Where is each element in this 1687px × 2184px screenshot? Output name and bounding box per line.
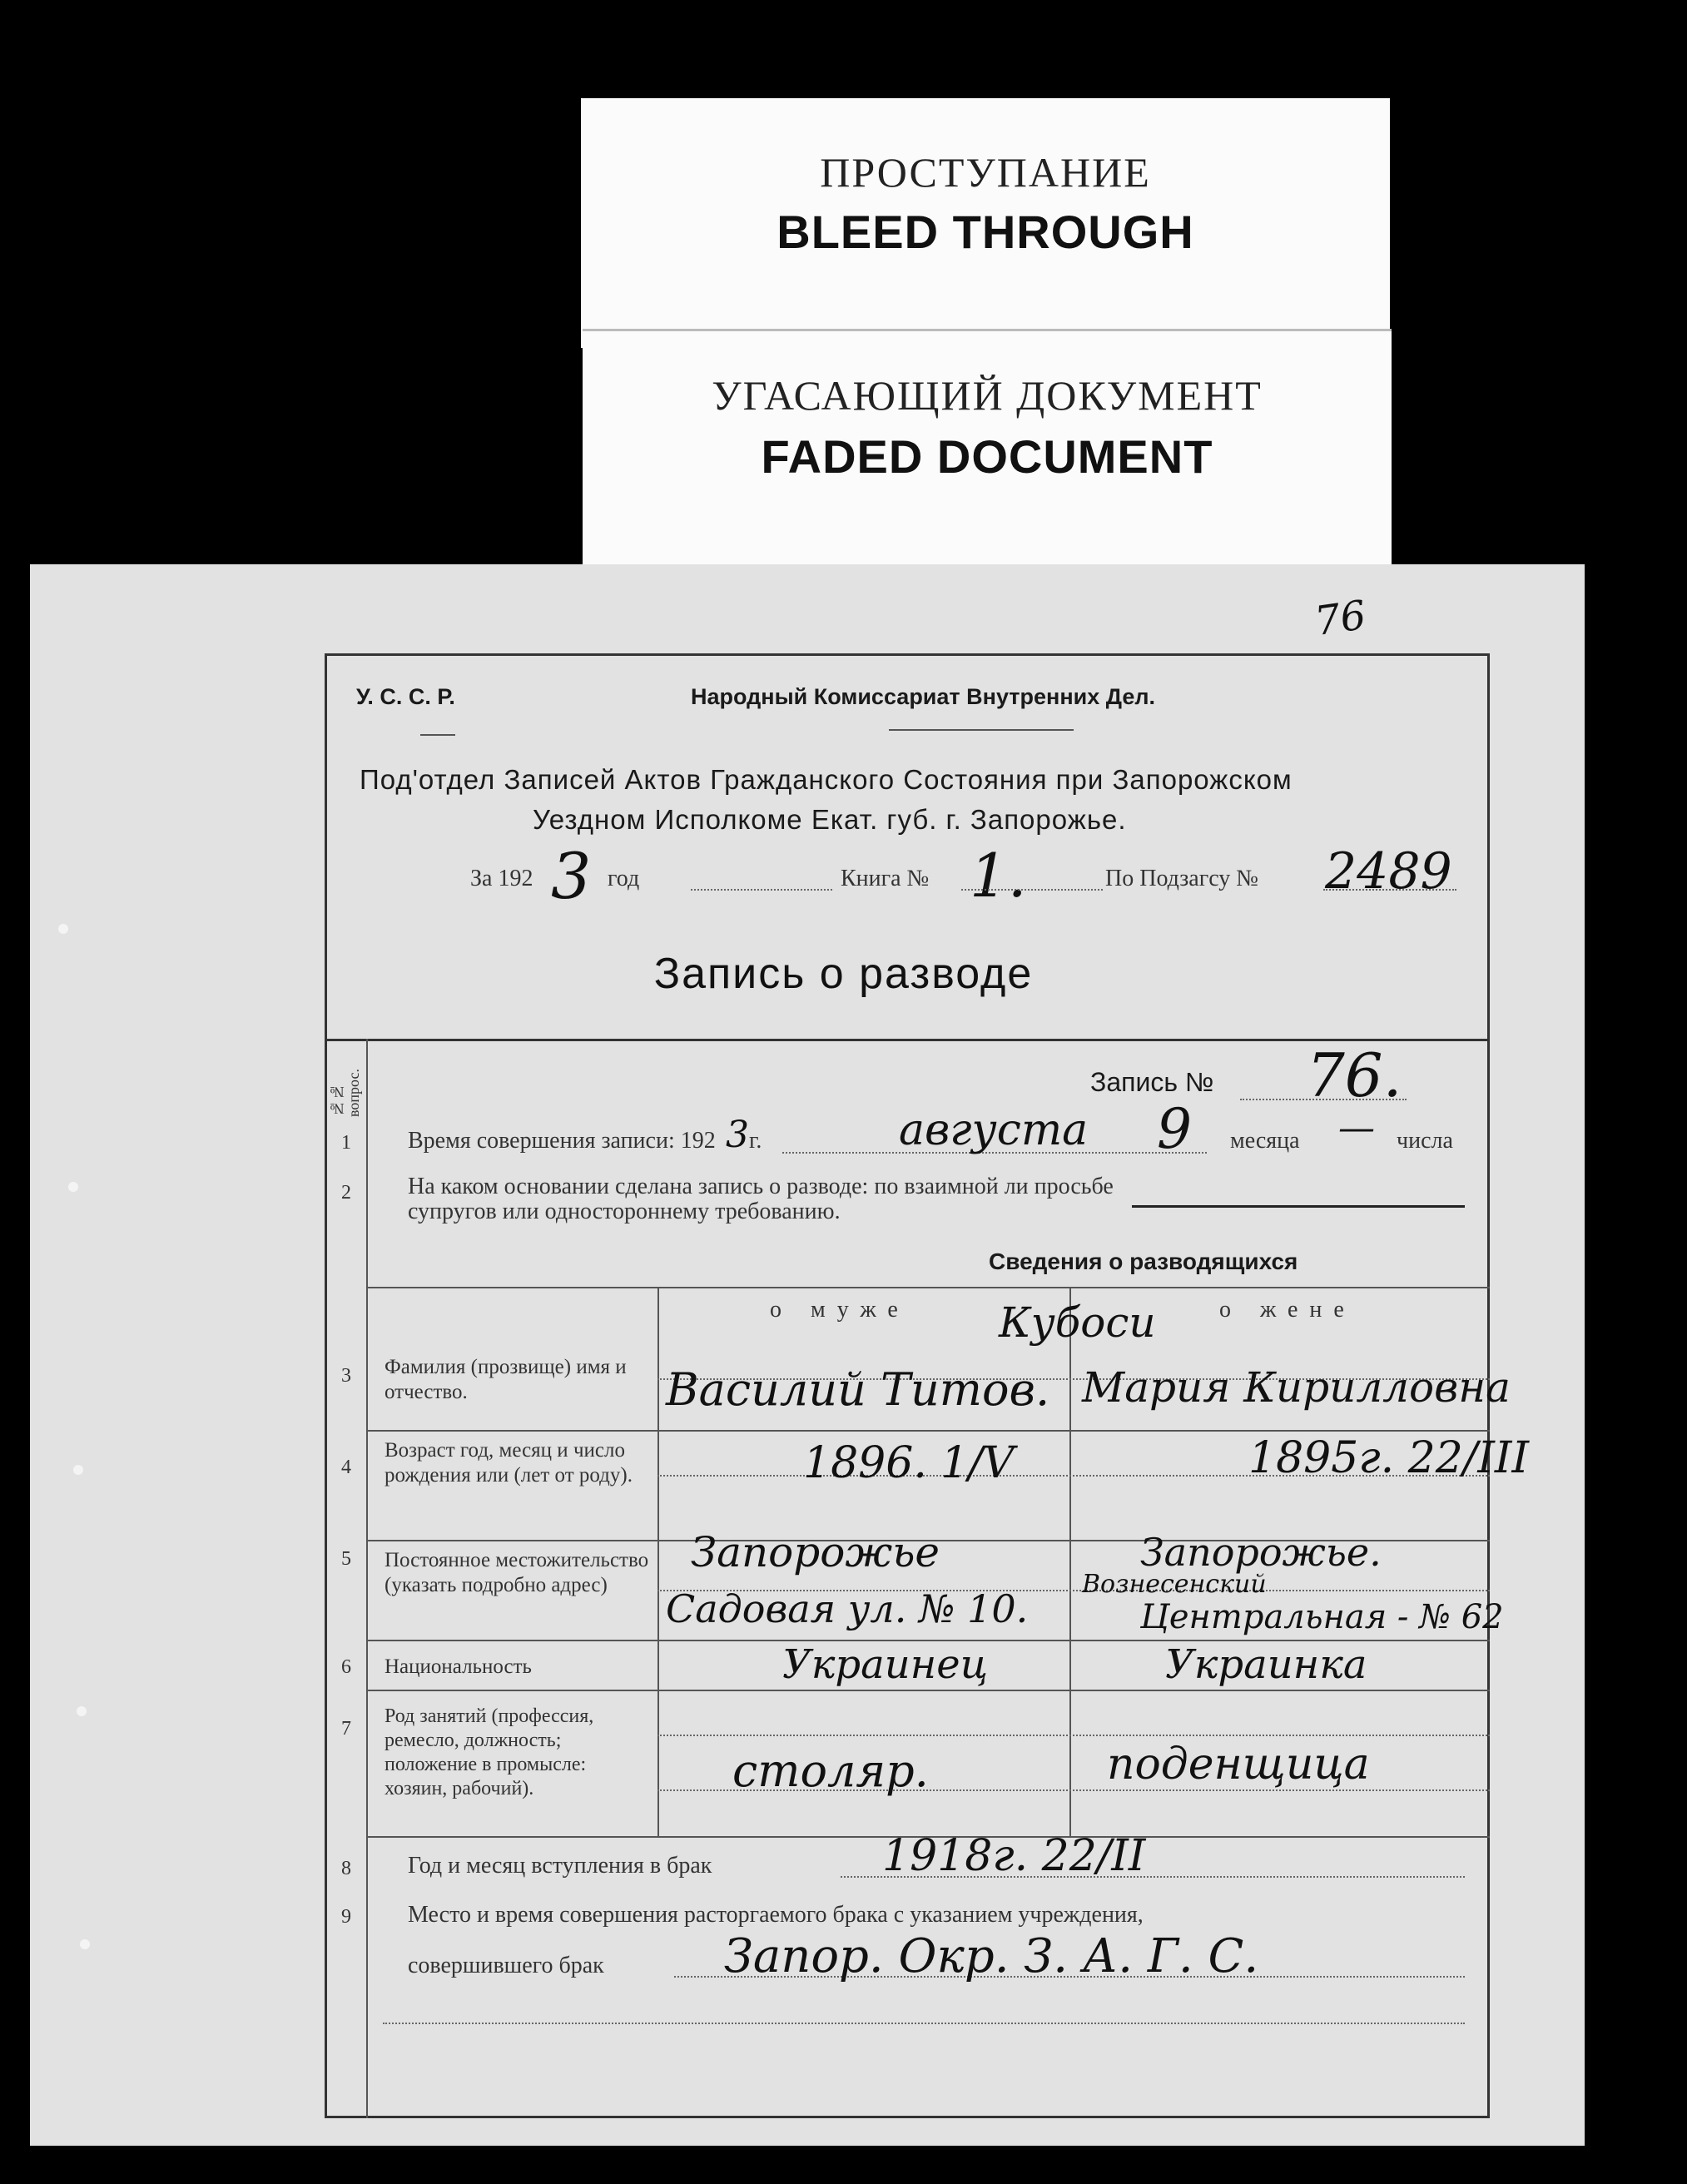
department-line-2: Уездном Исполкоме Екат. губ. г. Запорожье. <box>533 804 1127 835</box>
divider <box>889 729 1074 731</box>
q9-line-1: Место и время совершения расторгаемого брака с указанием учреждения, <box>408 1902 1144 1928</box>
q2-line-2: супругов или одностороннему требованию. <box>408 1199 841 1224</box>
row-number: 3 <box>341 1365 351 1387</box>
row-number: 9 <box>341 1906 351 1928</box>
form-title: Запись о разводе <box>653 950 1034 998</box>
q1-chisla-label: числа <box>1397 1128 1453 1154</box>
podzagsu-label: По Подзагсу № <box>1105 866 1258 891</box>
binding-hole <box>80 1939 90 1949</box>
year-label: За 192 <box>470 866 533 891</box>
row-number: 4 <box>341 1457 351 1478</box>
row-number: 5 <box>341 1548 351 1570</box>
row-number: 7 <box>341 1718 351 1740</box>
q2-line-1: На каком основании сделана запись о разводе: по взаимной ли просьбе <box>408 1174 1114 1199</box>
q7-label: Род занятий (профессия, ремесло, должность; положение в промысле: хозяин, рабочий). <box>385 1705 594 1799</box>
q6-husband-nationality: Украинец <box>782 1641 989 1688</box>
faded-document-card <box>583 331 1392 568</box>
q4-wife-dob: 1895г. 22/III <box>1248 1433 1529 1483</box>
q5-husband-street: Садовая ул. № 10. <box>666 1586 1029 1631</box>
row-number: 8 <box>341 1858 351 1879</box>
q6-label: Национальность <box>385 1655 532 1678</box>
q7-husband-occupation: столяр. <box>732 1745 929 1797</box>
q3-husband-name: Василий Титов. <box>666 1363 1050 1416</box>
blank-line <box>691 889 832 891</box>
ussr-label: У. С. С. Р. <box>356 684 455 709</box>
q8-label: Год и месяц вступления в брак <box>408 1853 712 1879</box>
table-rule <box>366 1430 1490 1432</box>
department-line-1: Под'отдел Записей Актов Гражданского Состояния при Запорожском <box>360 764 1293 795</box>
q5-wife-street: Центральная - № 62 <box>1140 1598 1504 1636</box>
record-number-label: Запись № <box>1090 1067 1214 1097</box>
q4-label: Возраст год, месяц и число рождения или (лет от роду). <box>385 1439 633 1487</box>
row-dotted-line <box>657 1735 1490 1736</box>
bleed-through-label-en: BLEED THROUGH <box>777 206 1194 258</box>
blank-line <box>961 889 1103 891</box>
q7-wife-occupation: поденщица <box>1107 1740 1370 1789</box>
q5-wife-district: Вознесенский <box>1082 1570 1267 1599</box>
row-number: 6 <box>341 1656 351 1678</box>
label-column-rule <box>657 1287 659 1836</box>
ministry-label: Народный Комиссариат Внутренних Дел. <box>691 684 1155 709</box>
q1-year-digit: 3 <box>726 1114 749 1156</box>
binding-hole <box>58 924 68 934</box>
faded-document-label-ru: УГАСАЮЩИЙ ДОКУМЕНТ <box>712 372 1263 419</box>
number-column-rule <box>366 1039 368 2118</box>
q9-marriage-place: Запор. Окр. З. А. Г. С. <box>724 1929 1259 1983</box>
table-rule <box>366 1690 1490 1691</box>
bleed-through-label-ru: ПРОСТУПАНИЕ <box>820 149 1151 196</box>
podzagsu-number: 2489 <box>1325 842 1452 901</box>
question-number-column-header: №№ вопрос. <box>329 1069 362 1117</box>
husband-wife-column-rule <box>1069 1287 1071 1836</box>
q1-mesyaca-label: месяца <box>1230 1128 1300 1154</box>
corner-mark: 76 <box>1312 592 1369 645</box>
q5-husband-city: Запорожье <box>691 1528 940 1576</box>
q5-wife-city: Запорожье. <box>1140 1530 1382 1575</box>
wife-column-header: о жене <box>1219 1297 1356 1323</box>
q1-dash: — <box>1338 1107 1375 1149</box>
blank-line <box>1323 889 1456 891</box>
q4-husband-dob: 1896. 1/V <box>803 1438 1015 1488</box>
q5-label: Постоянное местожительство (указать подробно адрес) <box>385 1549 649 1596</box>
faded-document-label-en: FADED DOCUMENT <box>761 430 1213 483</box>
q3-wife-name: Мария Кирилловна <box>1082 1363 1511 1412</box>
q1-g-label: г. <box>749 1128 762 1154</box>
record-number: 76. <box>1307 1040 1402 1110</box>
q6-wife-nationality: Украинка <box>1165 1641 1367 1688</box>
svedenia-heading: Сведения о разводящихся <box>989 1248 1298 1274</box>
year-digit: 3 <box>551 839 592 913</box>
q3-surname: Кубоси <box>999 1298 1156 1347</box>
q3-label: Фамилия (прозвище) имя и отчество. <box>385 1356 627 1403</box>
divider <box>420 734 455 736</box>
q8-marriage-date: 1918г. 22/II <box>882 1831 1146 1881</box>
god-label: год <box>608 866 640 891</box>
row-number: 1 <box>341 1132 351 1154</box>
blank-line <box>383 2023 1465 2024</box>
binding-hole <box>68 1182 78 1192</box>
row-number: 2 <box>341 1182 351 1204</box>
table-rule <box>366 1287 1490 1288</box>
underline-mark <box>1132 1205 1465 1208</box>
book-number: 1. <box>970 841 1027 911</box>
bleed-through-card <box>581 98 1390 348</box>
binding-hole <box>73 1465 83 1475</box>
book-label: Книга № <box>841 866 935 891</box>
q9-line-2: совершившего брак <box>408 1953 604 1978</box>
q1-month: августа <box>899 1105 1089 1155</box>
husband-column-header: о муже <box>770 1297 910 1323</box>
q1-label: Время совершения записи: 192 <box>408 1128 716 1154</box>
q1-day: 9 <box>1157 1097 1192 1161</box>
binding-hole <box>77 1706 87 1716</box>
